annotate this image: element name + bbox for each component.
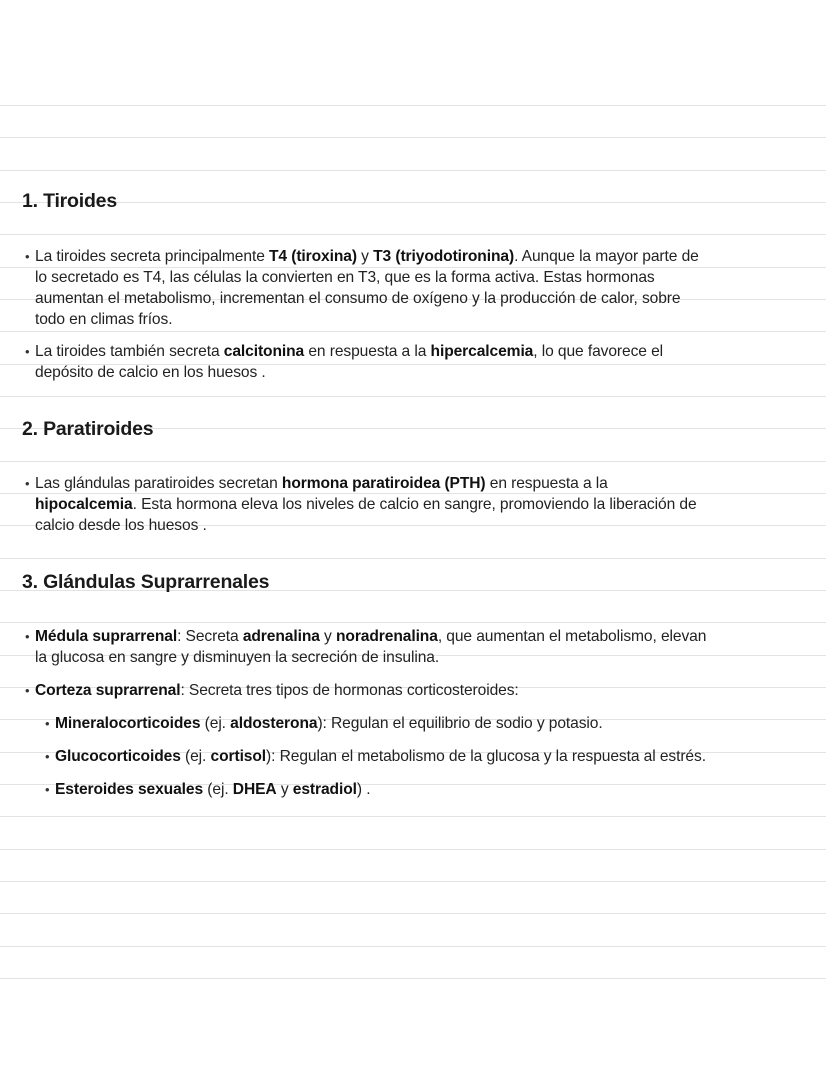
bullet-item-tiroides-calcitonina xyxy=(25,341,795,383)
text-line xyxy=(35,494,795,515)
bullet-item-corteza-suprarrenal xyxy=(25,680,795,701)
bold-term: DHEA xyxy=(232,781,277,798)
ruled-line xyxy=(0,881,826,882)
bullet-text xyxy=(35,473,795,536)
bold-term: adrenalina xyxy=(242,628,320,645)
ruled-line xyxy=(0,622,826,623)
text-line xyxy=(35,473,795,494)
text-line xyxy=(35,647,795,668)
text-run: calcio desde los huesos . xyxy=(35,517,207,534)
bold-term: Corteza suprarrenal xyxy=(35,682,181,699)
ruled-line xyxy=(0,137,826,138)
bullet-text xyxy=(35,246,795,330)
text-run: y xyxy=(276,781,293,798)
bold-term: Esteroides sexuales xyxy=(55,781,204,798)
text-line xyxy=(35,267,795,288)
bullet-item-paratiroides-pth xyxy=(25,473,795,536)
bold-term: cortisol xyxy=(210,748,267,765)
text-line xyxy=(35,515,795,536)
bold-term: Glucocorticoides xyxy=(55,748,181,765)
text-run: aumentan el metabolismo, incrementan el consumo de oxígeno y la producción de calor, sobre xyxy=(35,290,681,307)
text-run: en respuesta a la xyxy=(485,475,608,492)
text-run: La tiroides también secreta xyxy=(35,343,224,360)
text-run: La tiroides secreta principalmente xyxy=(35,248,269,265)
text-run: en respuesta a la xyxy=(304,343,431,360)
section-heading-paratiroides: 2. Paratiroides xyxy=(22,418,154,440)
bullet-icon: • xyxy=(45,749,50,764)
text-run: y xyxy=(356,248,374,265)
text-line xyxy=(35,246,795,267)
text-run: (ej. xyxy=(203,781,233,798)
ruled-line xyxy=(0,396,826,397)
text-run: . Aunque la mayor parte de xyxy=(514,248,699,265)
ruled-line xyxy=(0,461,826,462)
text-line xyxy=(35,309,795,330)
bold-term: Médula suprarrenal xyxy=(35,628,178,645)
ruled-line xyxy=(0,849,826,850)
bullet-icon: • xyxy=(25,683,30,698)
text-run: y xyxy=(319,628,336,645)
bullet-item-tiroides-t4-t3 xyxy=(25,246,795,330)
bold-term: hipercalcemia xyxy=(430,343,534,360)
text-line xyxy=(35,680,795,701)
text-run: , que aumentan el metabolismo, elevan xyxy=(437,628,707,645)
bullet-text xyxy=(35,680,795,701)
text-line xyxy=(35,341,795,362)
text-run: depósito de calcio en los huesos . xyxy=(35,364,266,381)
text-run: ): Regulan el metabolismo de la glucosa y la respuesta al estrés. xyxy=(266,748,706,765)
bullet-icon: • xyxy=(25,629,30,644)
ruled-line xyxy=(0,913,826,914)
ruled-line xyxy=(0,816,826,817)
text-run: Las glándulas paratiroides secretan xyxy=(35,475,282,492)
ruled-line xyxy=(0,170,826,171)
ruled-line xyxy=(0,946,826,947)
text-run: ) . xyxy=(356,781,371,798)
bullet-icon: • xyxy=(45,782,50,797)
text-line xyxy=(35,288,795,309)
section-heading-suprarrenales: 3. Glándulas Suprarrenales xyxy=(22,571,270,593)
bold-term: estradiol xyxy=(292,781,357,798)
bold-term: hipocalcemia xyxy=(35,496,133,513)
bullet-text xyxy=(35,341,795,383)
bold-term: hormona paratiroidea (PTH) xyxy=(281,475,486,492)
bullet-icon: • xyxy=(45,716,50,731)
text-line xyxy=(55,779,815,800)
ruled-line xyxy=(0,202,826,203)
text-line xyxy=(55,713,815,734)
bullet-icon: • xyxy=(25,476,30,491)
text-line xyxy=(55,746,815,767)
bullet-text xyxy=(35,626,795,668)
bold-term: calcitonina xyxy=(223,343,305,360)
text-line xyxy=(35,626,795,647)
bold-term: T4 (tiroxina) xyxy=(269,248,357,265)
bullet-text xyxy=(55,779,815,800)
sub-bullet-mineralocorticoides xyxy=(45,713,815,734)
ruled-line xyxy=(0,331,826,332)
bullet-text xyxy=(55,713,815,734)
bullet-icon: • xyxy=(25,249,30,264)
bold-term: Mineralocorticoides xyxy=(55,715,201,732)
text-run: todo en climas fríos. xyxy=(35,311,173,328)
text-run: , lo que favorece el xyxy=(533,343,664,360)
text-line xyxy=(35,362,795,383)
bold-term: T3 (triyodotironina) xyxy=(373,248,515,265)
text-run: (ej. xyxy=(200,715,231,732)
bold-term: noradrenalina xyxy=(335,628,438,645)
ruled-line xyxy=(0,978,826,979)
bullet-text xyxy=(55,746,815,767)
bullet-item-medula-suprarrenal xyxy=(25,626,795,668)
ruled-line xyxy=(0,105,826,106)
ruled-line xyxy=(0,234,826,235)
sub-bullet-esteroides-sexuales xyxy=(45,779,815,800)
text-run: la glucosa en sangre y disminuyen la secreción de insulina. xyxy=(35,649,440,666)
text-run: (ej. xyxy=(180,748,211,765)
text-run: : Secreta tres tipos de hormonas corticosteroides: xyxy=(180,682,519,699)
sub-bullet-glucocorticoides xyxy=(45,746,815,767)
text-run: . Esta hormona eleva los niveles de calcio en sangre, promoviendo la liberación de xyxy=(132,496,697,513)
text-run: lo secretado es T4, las células la convierten en T3, que es la forma activa. Estas hormonas xyxy=(35,269,655,286)
text-run: ): Regulan el equilibrio de sodio y potasio. xyxy=(317,715,603,732)
bold-term: aldosterona xyxy=(230,715,318,732)
section-heading-tiroides: 1. Tiroides xyxy=(22,190,117,212)
bullet-icon: • xyxy=(25,344,30,359)
text-run: : Secreta xyxy=(177,628,243,645)
ruled-line xyxy=(0,558,826,559)
